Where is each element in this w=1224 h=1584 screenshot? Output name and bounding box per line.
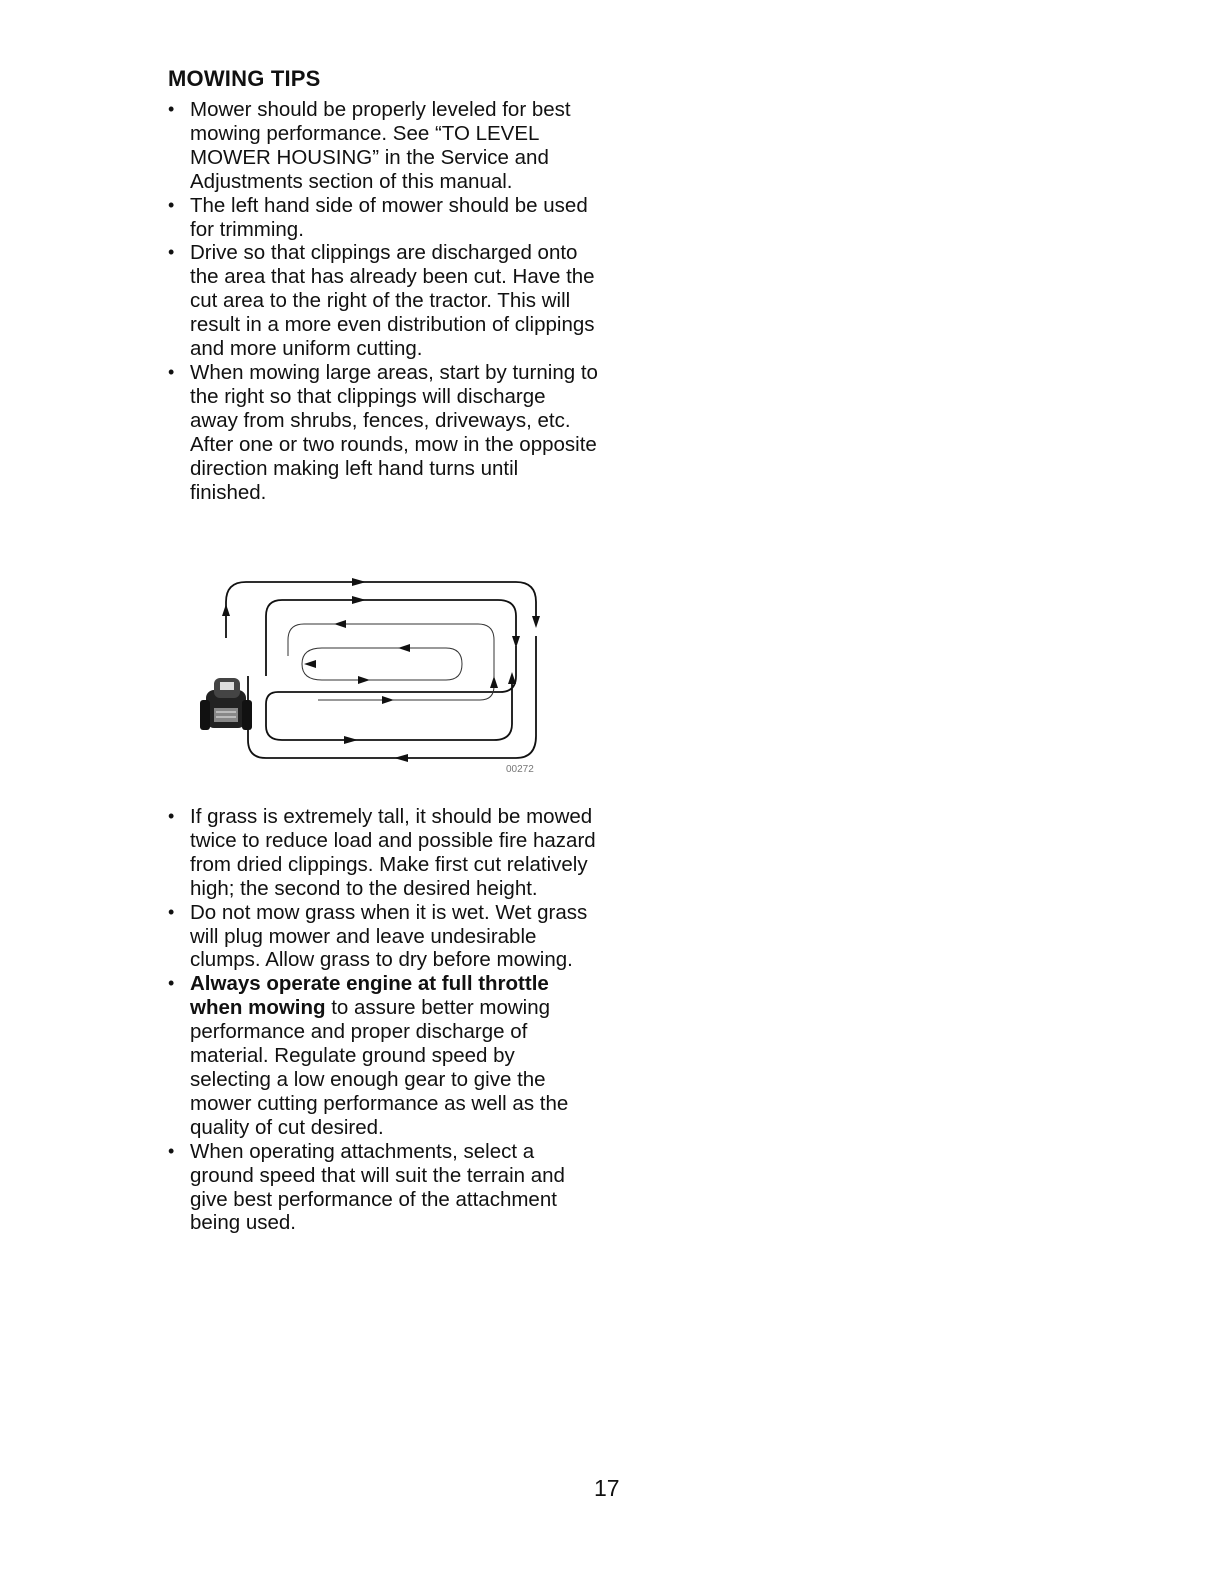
tip-wet-grass: [166, 901, 598, 973]
inner-path-center: [302, 648, 462, 680]
arrow-down-icon: [512, 636, 520, 648]
arrow-up-icon: [222, 604, 230, 616]
tip-text: to assure better mowing performance and proper discharge of material. Regulate ground speed by selecting a low enough gear to give the mower cutting performance as well as the quality of cut desired.: [190, 996, 569, 1139]
tip-text: If grass is extremely tall, it should be mowed twice to reduce load and possible fire hazard from dried clippings. Make first cut relatively high; the second to the desired height.: [190, 805, 596, 900]
arrow-up-icon: [508, 672, 516, 684]
page-number: 17: [594, 1475, 620, 1501]
mowing-pattern-diagram: [198, 576, 544, 776]
tip-leveling: [166, 98, 598, 194]
tip-tall-grass: [166, 805, 598, 901]
tractor-icon: [200, 678, 252, 730]
arrow-up-icon: [490, 676, 498, 688]
tip-large-areas: [166, 361, 598, 504]
second-path-bottom: [266, 646, 516, 740]
mowing-path-lines: [226, 582, 536, 758]
arrow-down-icon: [532, 616, 540, 628]
tip-bold-text: Always operate engine at full throttle when mowing: [190, 972, 549, 1020]
bullet-icon: •: [168, 1140, 175, 1161]
arrow-left-icon: [304, 660, 316, 668]
bullet-icon: •: [168, 901, 175, 922]
arrow-left-icon: [398, 644, 410, 652]
bullet-icon: •: [168, 361, 175, 382]
bullet-icon: •: [168, 973, 175, 994]
arrow-right-icon: [352, 596, 366, 604]
mowing-tips-list-bottom: [166, 805, 598, 1235]
tip-text: The left hand side of mower should be used for trimming.: [190, 193, 588, 241]
inner-path-outer: [288, 624, 494, 700]
outer-path-top: [226, 582, 536, 638]
tip-trimming: [166, 194, 598, 242]
tip-discharge: [166, 241, 598, 361]
bullet-icon: •: [168, 242, 175, 263]
mowing-path-inner-lines: [288, 624, 494, 700]
arrow-left-icon: [394, 754, 408, 762]
tip-text: When mowing large areas, start by turning to the right so that clippings will discharge away from shrubs, fences, driveways, etc. After one or two rounds, mow in the opposite direction making left hand turns until finished.: [190, 360, 598, 504]
tip-full-throttle: [166, 972, 598, 1139]
arrow-right-icon: [382, 696, 394, 704]
bullet-icon: •: [168, 806, 175, 826]
tip-text: Drive so that clippings are discharged onto the area that has already been cut. Have the cut area to the right of the tractor. This will result in a more even distribution of clippings and more uniform cutting.: [190, 241, 595, 361]
arrow-right-icon: [344, 736, 358, 744]
figure-code: 00272: [506, 764, 534, 775]
arrow-right-icon: [352, 578, 366, 586]
bullet-icon: •: [168, 99, 175, 119]
arrow-left-icon: [334, 620, 346, 628]
arrow-right-icon: [358, 676, 370, 684]
second-path-top: [266, 600, 516, 676]
tip-text: Do not mow grass when it is wet. Wet grass will plug mower and leave undesirable clumps. Allow grass to dry before mowing.: [190, 900, 588, 972]
page-title: MOWING TIPS: [168, 66, 321, 91]
mowing-tips-list-top: [166, 98, 598, 504]
tip-text: Mower should be properly leveled for best mowing performance. See “TO LEVEL MOWER HOUSING” in the Service and Adjustments section of this manual.: [190, 98, 571, 193]
bullet-icon: •: [168, 194, 175, 215]
tip-text: When operating attachments, select a ground speed that will suit the terrain and give best performance of the attachment being used.: [190, 1139, 565, 1235]
tip-attachments: [166, 1140, 598, 1236]
